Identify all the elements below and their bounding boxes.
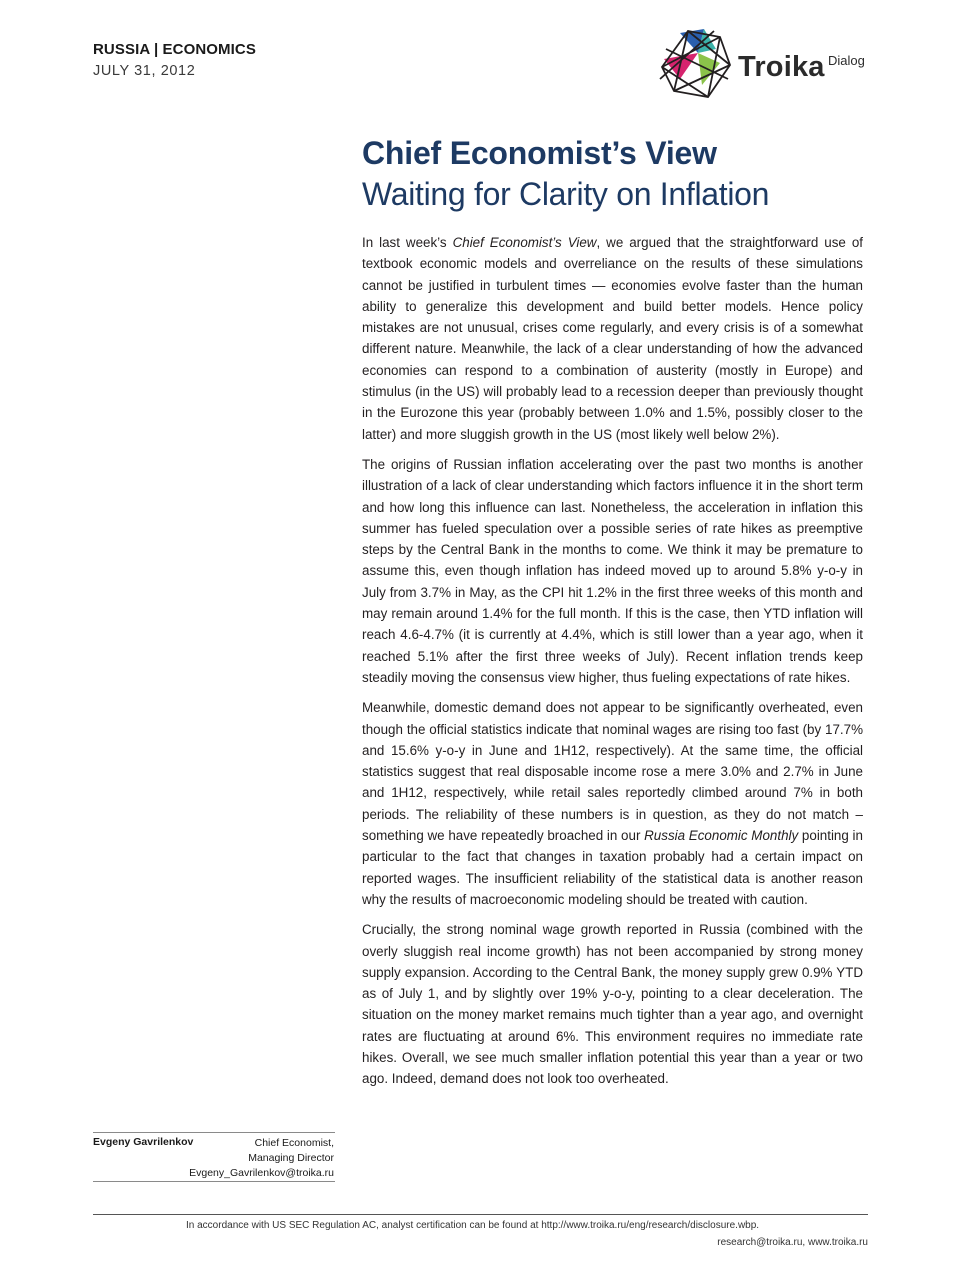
section-label: RUSSIA | ECONOMICS bbox=[93, 41, 256, 58]
paragraph-1 bbox=[362, 232, 863, 445]
author-info bbox=[150, 1136, 334, 1181]
paragraph-1-text-b: , we argued that the straightforward use of textbook economic models and overreliance on the results of these simulations cannot be justified in turbulent times — economies evolve faster than the human ability to generalize this development and build better models. Hence policy mistakes are not unusual, crises come regularly, and every crisis is of a somewhat different nature. Meanwhile, the lack of a clear understanding of how the advanced economies can respond to a combination of austerity (mostly in Europe) and stimulus (in the US) will probably lead to a recession deeper than previously thought in the Eurozone this year (probably between 1.0% and 1.5%, possibly closer to the latter) and more sluggish growth in the US (most likely well below 2%). bbox=[362, 235, 863, 442]
paragraph-1-text-a: In last week’s bbox=[362, 235, 453, 250]
logo-brand-text: Troika bbox=[738, 51, 825, 83]
author-bottom-divider bbox=[93, 1181, 335, 1182]
article-body bbox=[362, 232, 863, 1099]
report-header bbox=[93, 41, 256, 79]
page-title: Chief Economist’s View bbox=[362, 135, 717, 171]
paragraph-1-publication-title: Chief Economist’s View bbox=[452, 235, 597, 250]
paragraph-4: Crucially, the strong nominal wage growth reported in Russia (combined with the overly sluggish real income growth) has not been accompanied by strong money supply expansion. According to the Central Bank, the money supply grew 0.9% YTD as of July 1, and by slightly over 19% y-o-y, pointing to a clear deceleration. The situation on the money market remains much tighter than a year ago, and overnight rates are fluctuating at around 6%. This environment requires no immediate rate hikes. Overall, we see much smaller inflation potential this year than a year or two ago. Indeed, demand does not look too overheated. bbox=[362, 922, 863, 1087]
author-role: Managing Director bbox=[248, 1152, 334, 1164]
paragraph-3 bbox=[362, 697, 863, 910]
paragraph-2: The origins of Russian inflation accelerating over the past two months is another illustration of a lack of clear understanding which factors influence it in the short term and how long this influence can last. Nonetheless, the acceleration in inflation this summer has fueled speculation over a possible series of rate hikes as preemptive steps by the Central Bank in the months to come. We think it may be premature to assume this, even though inflation has indeed moved up to around 5.8% y-o-y in July from 3.7% in May, as the CPI hit 1.2% in the first three weeks of this month and may remain around 1.4% for the full month. If this is the case, then YTD inflation will reach 4.6-4.7% (it is currently at 4.4%, which is still lower than a year ago, when it reached 5.1% after the first three weeks of July). Recent inflation trends keep steadily moving the consensus view higher, thus fueling expectations of rate hikes. bbox=[362, 456, 863, 685]
author-email: Evgeny_Gavrilenkov@troika.ru bbox=[189, 1167, 334, 1179]
footer-disclosure: In accordance with US SEC Regulation AC, analyst certification can be found at http://www.troika.ru/eng/research/disclosure.wbp. bbox=[186, 1220, 760, 1231]
paragraph-3-publication-title: Russia Economic Monthly bbox=[644, 828, 799, 844]
report-date: JULY 31, 2012 bbox=[93, 63, 196, 79]
paragraph-3-text-b: pointing in particular to the fact that changes in taxation probably had a certain impact on reported wages. The insufficient reliability of the statistical data is another reason why the results of macroeconomic modeling should be treated with caution. bbox=[362, 828, 863, 907]
troika-dialog-logo bbox=[658, 27, 873, 101]
paragraph-3-text-a: Meanwhile, domestic demand does not appear to be significantly overheated, even though the official statistics indicate that nominal wages are rising too fast (by 17.7% and 15.6% y-o-y in June and 1H12, respectively). At the same time, the official statistics suggest that real disposable income rose a mere 3.0% and 2.7% in June and 1H12, respectively, while retail sales reportedly climbed around 7% in both periods. The reliability of these numbers is in question, as they do not match – something we have repeatedly broached in our bbox=[362, 700, 863, 844]
page-subtitle: Waiting for Clarity on Inflation bbox=[362, 176, 770, 212]
author-top-divider bbox=[93, 1132, 335, 1133]
troika-logo-mark-icon bbox=[658, 27, 736, 101]
footer-contact: research@troika.ru, www.troika.ru bbox=[717, 1237, 868, 1248]
author-name: Evgeny Gavrilenkov bbox=[93, 1136, 194, 1148]
author-title: Chief Economist, bbox=[254, 1137, 334, 1149]
footer-divider bbox=[93, 1214, 868, 1215]
logo-sub-text: Dialog bbox=[828, 53, 865, 68]
